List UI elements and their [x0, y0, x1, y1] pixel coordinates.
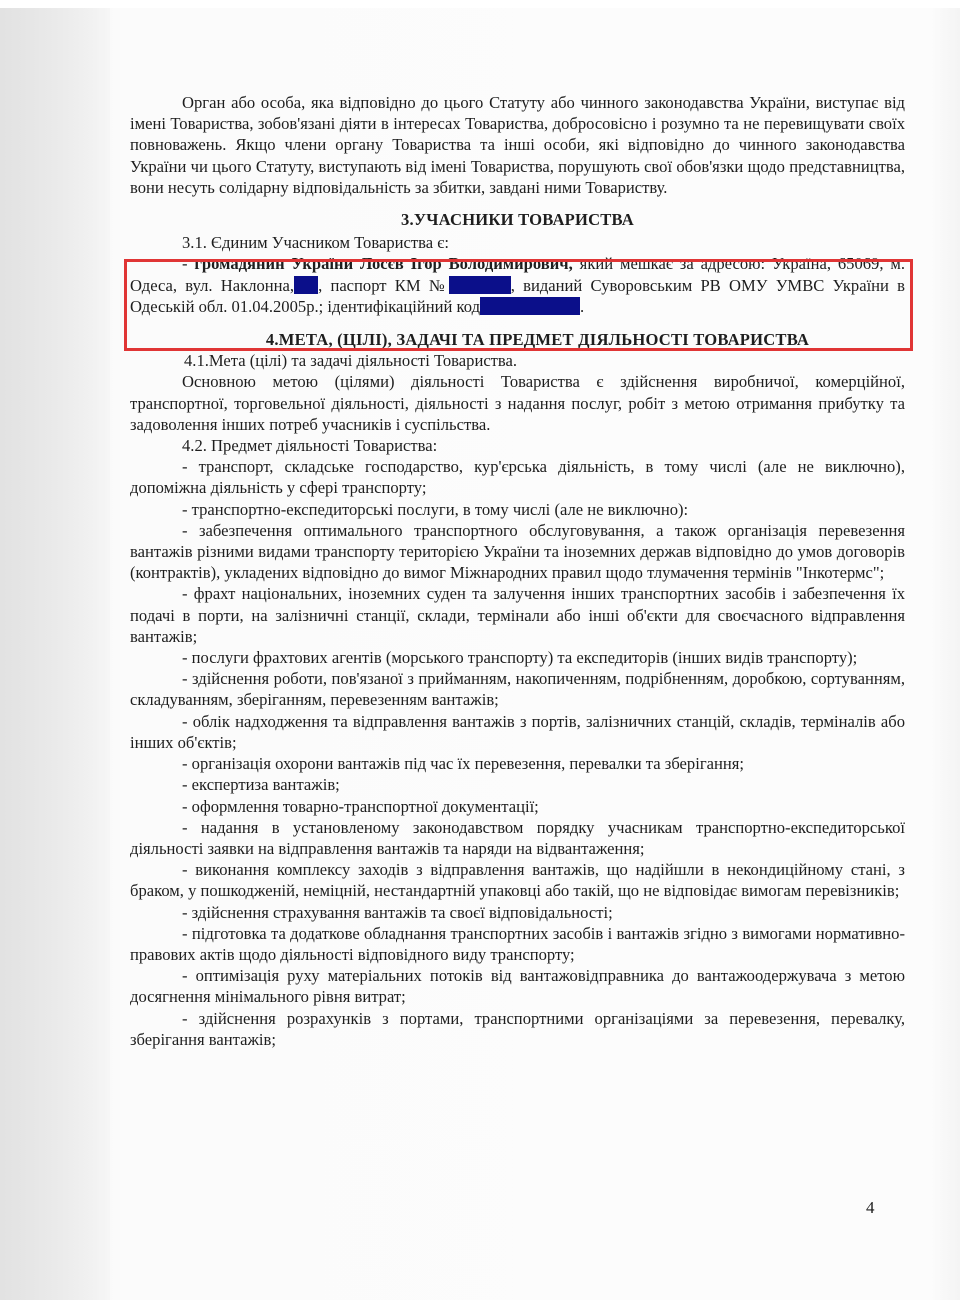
- scan-shadow: [0, 0, 110, 1300]
- list-item: - облік надходження та відправлення вантажів з портів, залізничних станцій, складів, терміналів або інших об'єктів;: [130, 711, 905, 752]
- member-text-2: , паспорт КМ №: [318, 275, 449, 295]
- list-item: - транспорт, складське господарство, кур'єрська діяльність, в тому числі (але не виключно), допоміжна діяльність у сфері транспорту;: [130, 457, 905, 498]
- intro-paragraph: Орган або особа, яка відповідно до цього Статуту або чинного законодавства України, виступає від імені Товариства, зобов'язані діяти в інтересах Товариства, добросовісно і розумно та не перевищувати своїх повноважень. Якщо члени органу Товариства та інші особи, які відповідно до чинного законодавства України чи цього Статуту, виступають від імені Товариства, порушують свої обов'язки щодо представництва, вони несуть солідарну відповідальність за збитки, завдані ними Товариству.: [130, 93, 905, 197]
- section-4-1: 4.1.Мета (цілі) та задачі діяльності Товариства.: [184, 351, 518, 371]
- list-item: - оформлення товарно-транспортної документації;: [182, 796, 539, 816]
- section-3-heading: 3.УЧАСНИКИ ТОВАРИСТВА: [401, 210, 634, 230]
- member-text-1: який мешкає за адресою: Україна, 65069, м. Одеса, вул. Наклонна,: [130, 254, 905, 295]
- list-item: - забезпечення оптимального транспортного обслуговування, а також організація перевезення вантажів різними видами транспорту територією України та іноземних держав відповідно до умов договорів (контрактів), укладених відповідно до вимог Міжнародних правил щодо тлумачення термінів "Інкотермс";: [130, 520, 905, 583]
- list-item: - послуги фрахтових агентів (морського транспорту) та експедиторів (інших видів транспорту);: [182, 648, 858, 668]
- member-prefix: -: [182, 254, 195, 274]
- list-item: - здійснення роботи, пов'язаної з прийманням, накопиченням, подрібненням, доробкою, сортуванням, складуванням, зберіганням, перевезенням вантажів;: [130, 669, 905, 710]
- list-item: - підготовка та додаткове обладнання транспортних засобів і вантажів згідно з вимогами нормативно-правових актів щодо діяльності відповідного виду транспорту;: [130, 923, 905, 964]
- member-highlight-box: [124, 259, 913, 351]
- list-item: - здійснення страхування вантажів та своєї відповідальності;: [182, 902, 613, 922]
- section-4-heading: 4.МЕТА, (ЦІЛІ), ЗАДАЧІ ТА ПРЕДМЕТ ДІЯЛЬНОСТІ ТОВАРИСТВА: [265, 330, 810, 350]
- member-text-3: , виданий Суворовським РВ ОМУ УМВС України в Одеській обл. 01.04.2005р.; ідентифікаційний код: [130, 275, 906, 316]
- member-text-4: .: [580, 296, 585, 316]
- list-item: - експертиза вантажів;: [182, 775, 340, 795]
- member-name: громадянин України Лосєв Ігор Володимирович,: [194, 254, 573, 274]
- list-item: - здійснення розрахунків з портами, транспортними організаціями за перевезення, перевалку, зберігання вантажів;: [130, 1008, 905, 1049]
- document-body: [130, 92, 905, 1050]
- list-item: - виконання комплексу заходів з відправлення вантажів, що надійшли в некондиційному стані, з браком, у пошкодженій, неміцній, нестандартній упаковці або такій, що не відповідає вимогам перевізників;: [130, 860, 905, 901]
- scan-top-edge: [0, 0, 960, 8]
- section-4-2: 4.2. Предмет діяльності Товариства:: [182, 436, 438, 456]
- list-item: - транспортно-експедиторські послуги, в тому числі (але не виключно):: [182, 499, 689, 519]
- list-item: - організація охорони вантажів під час їх перевезення, перевалки та зберігання;: [182, 754, 744, 774]
- list-item: - надання в установленому законодавством порядку учасникам транспортно-експедиторської діяльності заявки на відправлення вантажів та наряди на відвантаження;: [130, 817, 905, 858]
- page-number: 4: [866, 1198, 875, 1217]
- section-4-1-text: Основною метою (цілями) діяльності Товариства є здійснення виробничої, комерційної, транспортної, торговельної діяльності, діяльності з надання послуг, робіт з метою отримання прибутку та задоволення інших потреб учасників і суспільства.: [130, 372, 905, 434]
- list-item: - оптимізація руху матеріальних потоків від вантажовідправника до вантажоодержувача з метою досягнення мінімального рівня витрат;: [130, 966, 905, 1007]
- list-item: - фрахт національних, іноземних суден та залучення інших транспортних засобів і забезпечення їх подачі в порти, на залізничні станції, склади, термінали або інші об'єкти для своєчасного відправлення вантажів;: [130, 584, 905, 646]
- section-3-1: 3.1. Єдиним Учасником Товариства є:: [182, 233, 449, 253]
